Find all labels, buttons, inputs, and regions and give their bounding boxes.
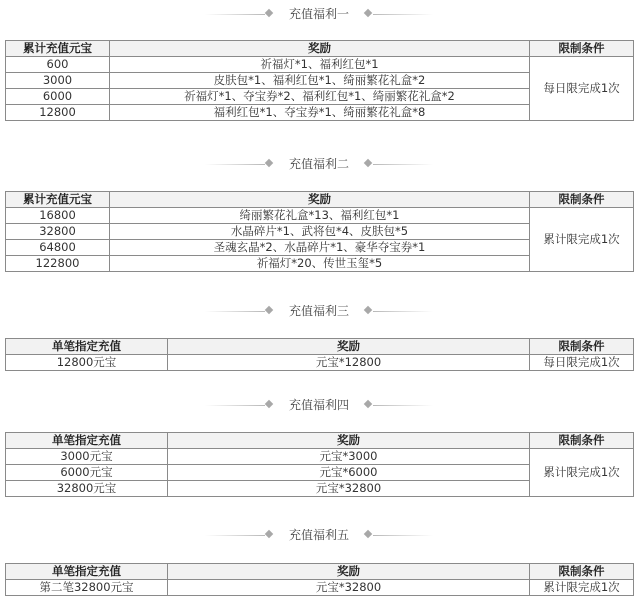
reward-cell: 圣魂玄晶*2、水晶碎片*1、豪华夺宝券*1 [110, 240, 530, 256]
section-2-title-bar [0, 155, 638, 173]
table-row [6, 449, 634, 465]
column-header: 奖励 [168, 433, 530, 449]
column-header: 奖励 [168, 564, 530, 580]
condition-cell: 累计限完成1次 [530, 449, 634, 497]
section-title: 充值福利三 [288, 304, 349, 318]
table-header-row [6, 339, 634, 355]
section-4-title-bar [0, 396, 638, 414]
column-header: 奖励 [110, 41, 530, 57]
divider-line [373, 405, 433, 406]
section-title: 充值福利二 [288, 157, 349, 171]
reward-cell: 祈福灯*1、福利红包*1 [110, 57, 530, 73]
section-title: 充值福利五 [288, 528, 349, 542]
column-header: 奖励 [168, 339, 530, 355]
table-header-row [6, 41, 634, 57]
divider-line [373, 311, 433, 312]
amount-cell: 第二笔32800元宝 [6, 580, 168, 596]
reward-cell: 祈福灯*20、传世玉玺*5 [110, 256, 530, 272]
divider-line [373, 164, 433, 165]
table-row [6, 57, 634, 73]
reward-cell: 祈福灯*1、夺宝券*2、福利红包*1、绮丽繁花礼盒*2 [110, 89, 530, 105]
table-row [6, 580, 634, 596]
reward-cell: 元宝*12800 [168, 355, 530, 371]
divider-line [373, 535, 433, 536]
amount-cell: 12800 [6, 105, 110, 121]
amount-cell: 6000元宝 [6, 465, 168, 481]
condition-cell: 累计限完成1次 [530, 208, 634, 272]
table-header-row [6, 192, 634, 208]
amount-cell: 12800元宝 [6, 355, 168, 371]
column-header: 限制条件 [530, 339, 634, 355]
amount-cell: 32800元宝 [6, 481, 168, 497]
amount-cell: 32800 [6, 224, 110, 240]
reward-cell: 皮肤包*1、福利红包*1、绮丽繁花礼盒*2 [110, 73, 530, 89]
column-header: 奖励 [110, 192, 530, 208]
table-row [6, 355, 634, 371]
column-header: 单笔指定充值 [6, 433, 168, 449]
reward-cell: 福利红包*1、夺宝券*1、绮丽繁花礼盒*8 [110, 105, 530, 121]
column-header: 限制条件 [530, 564, 634, 580]
divider-line [373, 14, 433, 15]
table-header-row [6, 564, 634, 580]
condition-cell: 每日限完成1次 [530, 355, 634, 371]
amount-cell: 64800 [6, 240, 110, 256]
column-header: 限制条件 [530, 41, 634, 57]
reward-cell: 元宝*6000 [168, 465, 530, 481]
column-header: 限制条件 [530, 192, 634, 208]
table-header-row [6, 433, 634, 449]
column-header: 限制条件 [530, 433, 634, 449]
amount-cell: 3000元宝 [6, 449, 168, 465]
reward-table-5 [5, 563, 634, 596]
column-header: 单笔指定充值 [6, 339, 168, 355]
amount-cell: 600 [6, 57, 110, 73]
section-5-title-bar [0, 526, 638, 544]
reward-table-3 [5, 338, 634, 371]
amount-cell: 122800 [6, 256, 110, 272]
reward-table-2 [5, 191, 634, 272]
section-1-title-bar [0, 5, 638, 23]
reward-cell: 元宝*32800 [168, 580, 530, 596]
reward-table-1 [5, 40, 634, 121]
reward-cell: 元宝*32800 [168, 481, 530, 497]
table-row [6, 208, 634, 224]
reward-table-4 [5, 432, 634, 497]
column-header: 单笔指定充值 [6, 564, 168, 580]
reward-cell: 元宝*3000 [168, 449, 530, 465]
column-header: 累计充值元宝 [6, 192, 110, 208]
section-title: 充值福利四 [288, 398, 349, 412]
amount-cell: 6000 [6, 89, 110, 105]
amount-cell: 3000 [6, 73, 110, 89]
reward-cell: 绮丽繁花礼盒*13、福利红包*1 [110, 208, 530, 224]
condition-cell: 每日限完成1次 [530, 57, 634, 121]
amount-cell: 16800 [6, 208, 110, 224]
section-3-title-bar [0, 302, 638, 320]
column-header: 累计充值元宝 [6, 41, 110, 57]
condition-cell: 累计限完成1次 [530, 580, 634, 596]
section-title: 充值福利一 [288, 7, 349, 21]
reward-cell: 水晶碎片*1、武将包*4、皮肤包*5 [110, 224, 530, 240]
